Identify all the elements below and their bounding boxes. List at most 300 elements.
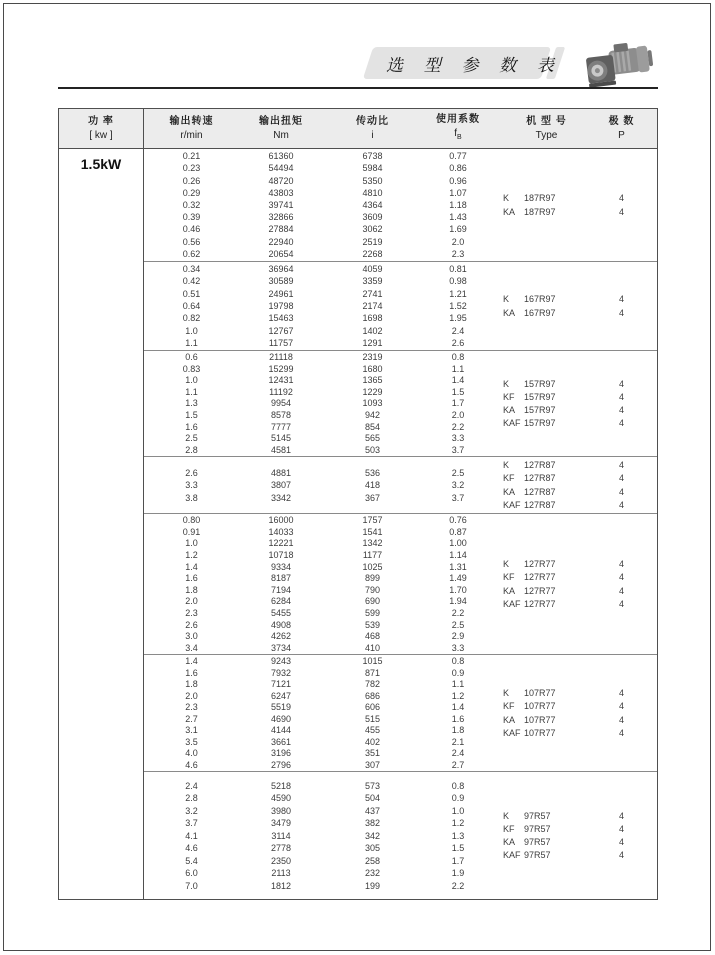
torque-cell: 48720 xyxy=(268,175,294,186)
model-name: K 157R97 xyxy=(503,378,556,389)
table-row xyxy=(144,275,494,287)
table-row xyxy=(144,398,494,410)
model-row xyxy=(494,192,657,205)
ratio-cell: 2319 xyxy=(362,352,383,363)
speed-cell: 1.6 xyxy=(185,573,198,584)
torque-cell: 3114 xyxy=(271,830,291,841)
poles-value: 4 xyxy=(618,307,624,318)
ratio-cell: 4364 xyxy=(362,200,383,210)
data-rows xyxy=(144,772,494,899)
torque-cell: 3661 xyxy=(270,736,292,747)
factor-cell: 2.2 xyxy=(451,880,465,891)
torque-cell: 4590 xyxy=(270,793,292,803)
speed-cell: 4.1 xyxy=(185,830,198,841)
table-row xyxy=(144,150,494,162)
model-name: KA 97R57 xyxy=(503,837,551,848)
header-power-unit: [ kw ] xyxy=(89,130,113,141)
speed-cell: 3.1 xyxy=(185,725,198,736)
model-row xyxy=(494,584,657,597)
ratio-cell: 1680 xyxy=(362,363,383,374)
data-rows xyxy=(144,149,494,261)
torque-cell: 2778 xyxy=(270,843,292,853)
speed-cell: 0.34 xyxy=(182,263,201,274)
ratio-cell: 232 xyxy=(364,868,381,878)
speed-cell: 1.1 xyxy=(185,338,198,349)
model-name: K 167R97 xyxy=(503,294,556,305)
speed-cell: 2.8 xyxy=(185,793,198,803)
poles-value: 4 xyxy=(618,499,624,510)
gearmotor-photo-icon xyxy=(583,40,655,90)
table-row xyxy=(144,702,494,714)
torque-cell: 9334 xyxy=(270,561,292,572)
torque-cell: 15463 xyxy=(268,313,294,324)
factor-cell: 3.7 xyxy=(451,492,465,503)
factor-cell: 0.76 xyxy=(449,515,467,526)
factor-cell: 1.6 xyxy=(451,713,465,724)
table-row xyxy=(144,867,494,880)
torque-cell: 10718 xyxy=(268,550,294,561)
speed-cell: 1.0 xyxy=(185,375,198,386)
table-row xyxy=(144,223,494,235)
speed-cell: 0.6 xyxy=(185,352,198,363)
torque-cell: 9243 xyxy=(270,656,292,667)
model-name: KF 127R87 xyxy=(503,473,556,484)
factor-cell: 2.9 xyxy=(451,631,465,642)
ratio-cell: 690 xyxy=(364,596,381,607)
table-block xyxy=(144,456,657,513)
ratio-cell: 305 xyxy=(364,843,381,853)
model-name: KA 157R97 xyxy=(503,405,556,416)
table-row xyxy=(144,630,494,642)
factor-cell: 2.0 xyxy=(451,410,465,421)
table-row xyxy=(144,690,494,702)
factor-cell: 2.3 xyxy=(451,248,465,259)
header-model-label: 机 型 号 xyxy=(526,116,567,127)
speed-cell: 3.7 xyxy=(185,818,198,828)
table-row xyxy=(144,421,494,433)
factor-cell: 2.0 xyxy=(451,236,465,247)
table-row xyxy=(144,337,494,349)
speed-cell: 7.0 xyxy=(185,880,198,891)
table-row xyxy=(144,312,494,324)
header-poles xyxy=(599,109,644,148)
header-output-speed xyxy=(144,109,239,148)
table-row xyxy=(144,549,494,561)
speed-cell: 1.5 xyxy=(185,410,198,421)
factor-cell: 1.18 xyxy=(449,200,467,210)
data-rows xyxy=(144,514,494,654)
torque-cell: 5455 xyxy=(270,607,292,618)
speed-cell: 5.4 xyxy=(185,855,198,866)
torque-cell: 11192 xyxy=(269,386,293,397)
ratio-cell: 342 xyxy=(364,830,381,841)
model-row xyxy=(494,472,657,485)
factor-cell: 3.7 xyxy=(451,444,465,455)
ratio-cell: 1365 xyxy=(362,375,383,386)
ratio-cell: 437 xyxy=(364,805,381,816)
factor-cell: 1.14 xyxy=(449,550,467,561)
ratio-cell: 402 xyxy=(364,736,381,747)
ratio-cell: 854 xyxy=(364,421,381,432)
model-row xyxy=(494,417,657,430)
torque-cell: 30589 xyxy=(268,276,294,287)
poles-value: 4 xyxy=(618,837,624,848)
speed-cell: 0.32 xyxy=(182,200,201,210)
ratio-cell: 2741 xyxy=(362,288,383,299)
table-row xyxy=(144,515,494,527)
speed-cell: 0.42 xyxy=(182,276,201,287)
poles-value: 4 xyxy=(618,378,624,389)
poles-value: 4 xyxy=(618,572,624,583)
ratio-cell: 899 xyxy=(364,573,381,584)
ratio-cell: 1342 xyxy=(362,538,383,549)
factor-cell: 2.1 xyxy=(451,736,465,747)
model-row xyxy=(494,822,657,835)
header-ratio-unit: i xyxy=(371,130,374,141)
model-list xyxy=(494,655,657,771)
factor-cell: 0.8 xyxy=(451,656,465,667)
model-name: KA 187R97 xyxy=(503,206,556,217)
table-row xyxy=(144,759,494,771)
factor-cell: 1.4 xyxy=(451,702,465,713)
table-row xyxy=(144,526,494,538)
model-name: K 127R77 xyxy=(503,559,556,570)
table-header-row xyxy=(59,109,657,149)
ratio-cell: 5350 xyxy=(362,175,383,186)
torque-cell: 43803 xyxy=(268,187,294,198)
speed-cell: 2.3 xyxy=(185,702,198,713)
model-name: KAF 97R57 xyxy=(503,850,551,861)
factor-cell: 1.69 xyxy=(449,224,467,235)
data-rows xyxy=(144,262,494,350)
torque-cell: 19798 xyxy=(268,300,294,311)
ratio-cell: 539 xyxy=(364,619,381,630)
torque-cell: 6247 xyxy=(270,690,292,701)
factor-cell: 0.87 xyxy=(449,526,467,537)
factor-cell: 1.4 xyxy=(451,375,465,386)
torque-cell: 7121 xyxy=(270,679,292,690)
ratio-cell: 199 xyxy=(364,880,381,891)
poles-value: 4 xyxy=(618,688,624,699)
table-row xyxy=(144,713,494,725)
model-name: KAF 107R77 xyxy=(503,727,556,738)
header-poles-unit: P xyxy=(618,130,625,141)
ratio-cell: 4059 xyxy=(362,263,383,274)
model-row xyxy=(494,726,657,739)
model-row xyxy=(494,836,657,849)
table-block xyxy=(144,771,657,899)
speed-cell: 0.21 xyxy=(182,151,201,162)
factor-cell: 0.9 xyxy=(451,667,465,678)
speed-cell: 1.1 xyxy=(185,386,198,397)
model-row xyxy=(494,700,657,713)
torque-cell: 6284 xyxy=(270,596,292,607)
ratio-cell: 565 xyxy=(364,433,381,444)
speed-cell: 1.6 xyxy=(185,421,198,432)
torque-cell: 5145 xyxy=(270,433,292,444)
poles-value: 4 xyxy=(618,473,624,484)
poles-value: 4 xyxy=(618,405,624,416)
header-ratio-label: 传动比 xyxy=(356,116,389,127)
torque-cell: 61360 xyxy=(268,151,294,162)
model-name: K 187R97 xyxy=(503,193,556,204)
factor-cell: 2.4 xyxy=(451,325,465,336)
ratio-cell: 1177 xyxy=(362,550,383,561)
speed-cell: 0.82 xyxy=(182,313,201,324)
poles-value: 4 xyxy=(618,294,624,305)
speed-cell: 4.0 xyxy=(185,748,198,759)
header-factor-unit: $f_B$ xyxy=(454,128,462,141)
ratio-cell: 606 xyxy=(364,702,381,713)
model-row xyxy=(494,597,657,610)
header-service-factor xyxy=(422,109,494,148)
model-name: KF 157R97 xyxy=(503,391,556,402)
header-power-label: 功 率 xyxy=(88,116,114,127)
data-rows xyxy=(144,457,494,513)
factor-cell: 0.8 xyxy=(451,352,465,363)
speed-cell: 1.6 xyxy=(185,667,198,678)
table-row xyxy=(144,444,494,456)
torque-cell: 4581 xyxy=(270,444,292,455)
torque-cell: 32866 xyxy=(268,212,294,223)
factor-cell: 2.2 xyxy=(451,421,465,432)
speed-cell: 3.8 xyxy=(185,492,198,503)
ratio-cell: 367 xyxy=(364,492,381,503)
data-rows xyxy=(144,351,494,456)
header-power xyxy=(59,109,144,148)
model-list xyxy=(494,262,657,350)
model-list xyxy=(494,149,657,261)
torque-cell: 12767 xyxy=(268,325,294,336)
torque-cell: 3196 xyxy=(270,748,292,759)
model-row xyxy=(494,205,657,218)
speed-cell: 0.29 xyxy=(182,187,201,198)
model-row xyxy=(494,306,657,319)
torque-cell: 15299 xyxy=(268,363,294,374)
ratio-cell: 3609 xyxy=(362,212,383,223)
power-value: 1.5kW xyxy=(59,149,144,899)
ratio-cell: 4810 xyxy=(362,187,383,198)
table-row xyxy=(144,584,494,596)
ratio-cell: 790 xyxy=(364,584,381,595)
model-row xyxy=(494,849,657,862)
ratio-cell: 1229 xyxy=(362,386,383,397)
torque-cell: 16000 xyxy=(268,515,294,526)
factor-cell: 1.0 xyxy=(451,805,465,816)
factor-cell: 2.4 xyxy=(451,748,465,759)
model-row xyxy=(494,377,657,390)
header-speed-unit: r/min xyxy=(180,130,203,141)
torque-cell: 3342 xyxy=(270,492,292,503)
table-row xyxy=(144,466,494,479)
model-list xyxy=(494,514,657,654)
factor-cell: 1.3 xyxy=(451,830,465,841)
ratio-cell: 942 xyxy=(364,410,381,421)
torque-cell: 20654 xyxy=(268,248,294,259)
table-row xyxy=(144,842,494,855)
model-name: KA 127R77 xyxy=(503,585,556,596)
table-row xyxy=(144,386,494,398)
ratio-cell: 307 xyxy=(364,759,381,770)
torque-cell: 4144 xyxy=(270,725,292,736)
table-row xyxy=(144,854,494,867)
poles-value: 4 xyxy=(618,850,624,861)
header-poles-label: 极 数 xyxy=(608,116,635,127)
speed-cell: 0.91 xyxy=(182,526,201,537)
factor-cell: 0.98 xyxy=(449,276,467,287)
table-row xyxy=(144,792,494,805)
torque-cell: 21118 xyxy=(269,352,293,363)
factor-cell: 0.96 xyxy=(449,175,467,186)
torque-cell: 12221 xyxy=(268,538,294,549)
speed-cell: 2.0 xyxy=(185,596,198,607)
poles-value: 4 xyxy=(618,559,624,570)
table-row xyxy=(144,491,494,504)
table-row xyxy=(144,804,494,817)
ratio-cell: 382 xyxy=(364,818,381,828)
speed-cell: 3.3 xyxy=(185,480,198,490)
torque-cell: 5218 xyxy=(270,780,292,791)
factor-cell: 3.3 xyxy=(451,642,465,653)
torque-cell: 4908 xyxy=(270,619,292,630)
speed-cell: 0.56 xyxy=(182,236,201,247)
table-row xyxy=(144,287,494,299)
factor-cell: 1.95 xyxy=(449,313,467,324)
factor-cell: 1.52 xyxy=(449,300,467,311)
table-row xyxy=(144,236,494,248)
torque-cell: 3479 xyxy=(270,818,292,828)
ratio-cell: 2174 xyxy=(362,300,383,311)
speed-cell: 3.5 xyxy=(185,736,198,747)
table-row xyxy=(144,779,494,792)
ratio-cell: 418 xyxy=(364,480,381,490)
speed-cell: 0.83 xyxy=(182,363,201,374)
torque-cell: 22940 xyxy=(268,236,294,247)
table-body xyxy=(59,149,657,899)
speed-cell: 2.4 xyxy=(185,780,198,791)
table-row xyxy=(144,679,494,691)
table-row xyxy=(144,736,494,748)
model-row xyxy=(494,404,657,417)
torque-cell: 2350 xyxy=(270,855,292,866)
header-output-torque xyxy=(239,109,323,148)
poles-value: 4 xyxy=(618,585,624,596)
header-torque-unit: Nm xyxy=(273,130,289,141)
table-blocks xyxy=(144,149,657,899)
ratio-cell: 504 xyxy=(364,793,381,803)
data-rows xyxy=(144,655,494,771)
poles-value: 4 xyxy=(618,486,624,497)
model-row xyxy=(494,390,657,403)
factor-cell: 2.6 xyxy=(451,338,465,349)
factor-cell: 0.81 xyxy=(449,263,467,274)
table-row xyxy=(144,325,494,337)
model-list xyxy=(494,457,657,513)
factor-cell: 1.1 xyxy=(451,363,465,374)
ratio-cell: 871 xyxy=(364,667,381,678)
ratio-cell: 468 xyxy=(364,631,381,642)
torque-cell: 3980 xyxy=(270,805,292,816)
torque-cell: 3734 xyxy=(270,642,292,653)
table-row xyxy=(144,642,494,654)
model-row xyxy=(494,293,657,306)
torque-cell: 8578 xyxy=(270,410,292,421)
speed-cell: 2.5 xyxy=(185,433,198,444)
ratio-cell: 573 xyxy=(364,780,381,791)
table-row xyxy=(144,607,494,619)
speed-cell: 1.0 xyxy=(185,325,198,336)
table-row xyxy=(144,187,494,199)
poles-value: 4 xyxy=(618,598,624,609)
table-block xyxy=(144,149,657,261)
table-row xyxy=(144,300,494,312)
table-block xyxy=(144,350,657,456)
table-row xyxy=(144,538,494,550)
factor-cell: 1.1 xyxy=(451,679,465,690)
speed-cell: 2.6 xyxy=(185,619,198,630)
table-row xyxy=(144,248,494,260)
table-row xyxy=(144,199,494,211)
ratio-cell: 686 xyxy=(364,690,381,701)
ratio-cell: 3359 xyxy=(362,276,383,287)
torque-cell: 4881 xyxy=(270,467,292,478)
speed-cell: 2.0 xyxy=(185,690,198,701)
torque-cell: 7777 xyxy=(270,421,292,432)
torque-cell: 8187 xyxy=(270,573,292,584)
model-name: K 97R57 xyxy=(503,810,551,821)
factor-cell: 2.5 xyxy=(451,467,465,478)
torque-cell: 14033 xyxy=(268,526,294,537)
header-ratio xyxy=(323,109,422,148)
table-row xyxy=(144,263,494,275)
table-row xyxy=(144,363,494,375)
factor-cell: 1.2 xyxy=(451,818,465,828)
speed-cell: 6.0 xyxy=(185,868,198,878)
table-row xyxy=(144,375,494,387)
factor-cell: 0.9 xyxy=(451,793,465,803)
speed-cell: 4.6 xyxy=(185,759,198,770)
model-name: KAF 127R77 xyxy=(503,598,556,609)
factor-cell: 2.5 xyxy=(451,619,465,630)
table-row xyxy=(144,162,494,174)
factor-cell: 1.70 xyxy=(449,584,467,595)
factor-cell: 1.5 xyxy=(451,386,465,397)
table-row xyxy=(144,619,494,631)
torque-cell: 2796 xyxy=(270,759,292,770)
model-name: KA 167R97 xyxy=(503,307,556,318)
model-list xyxy=(494,351,657,456)
ratio-cell: 1015 xyxy=(362,656,383,667)
torque-cell: 4690 xyxy=(270,713,292,724)
speed-cell: 3.2 xyxy=(185,805,198,816)
ratio-cell: 3062 xyxy=(362,224,383,235)
table-row xyxy=(144,829,494,842)
torque-cell: 11757 xyxy=(268,338,294,349)
poles-value: 4 xyxy=(618,193,624,204)
speed-cell: 0.80 xyxy=(182,515,201,526)
poles-value: 4 xyxy=(618,810,624,821)
table-row xyxy=(144,667,494,679)
torque-cell: 7932 xyxy=(270,667,292,678)
ratio-cell: 5984 xyxy=(362,163,383,174)
table-row xyxy=(144,817,494,830)
poles-value: 4 xyxy=(618,418,624,429)
model-row xyxy=(494,713,657,726)
poles-value: 4 xyxy=(618,714,624,725)
model-row xyxy=(494,498,657,511)
header-model xyxy=(494,109,599,148)
model-name: K 127R87 xyxy=(503,460,556,471)
